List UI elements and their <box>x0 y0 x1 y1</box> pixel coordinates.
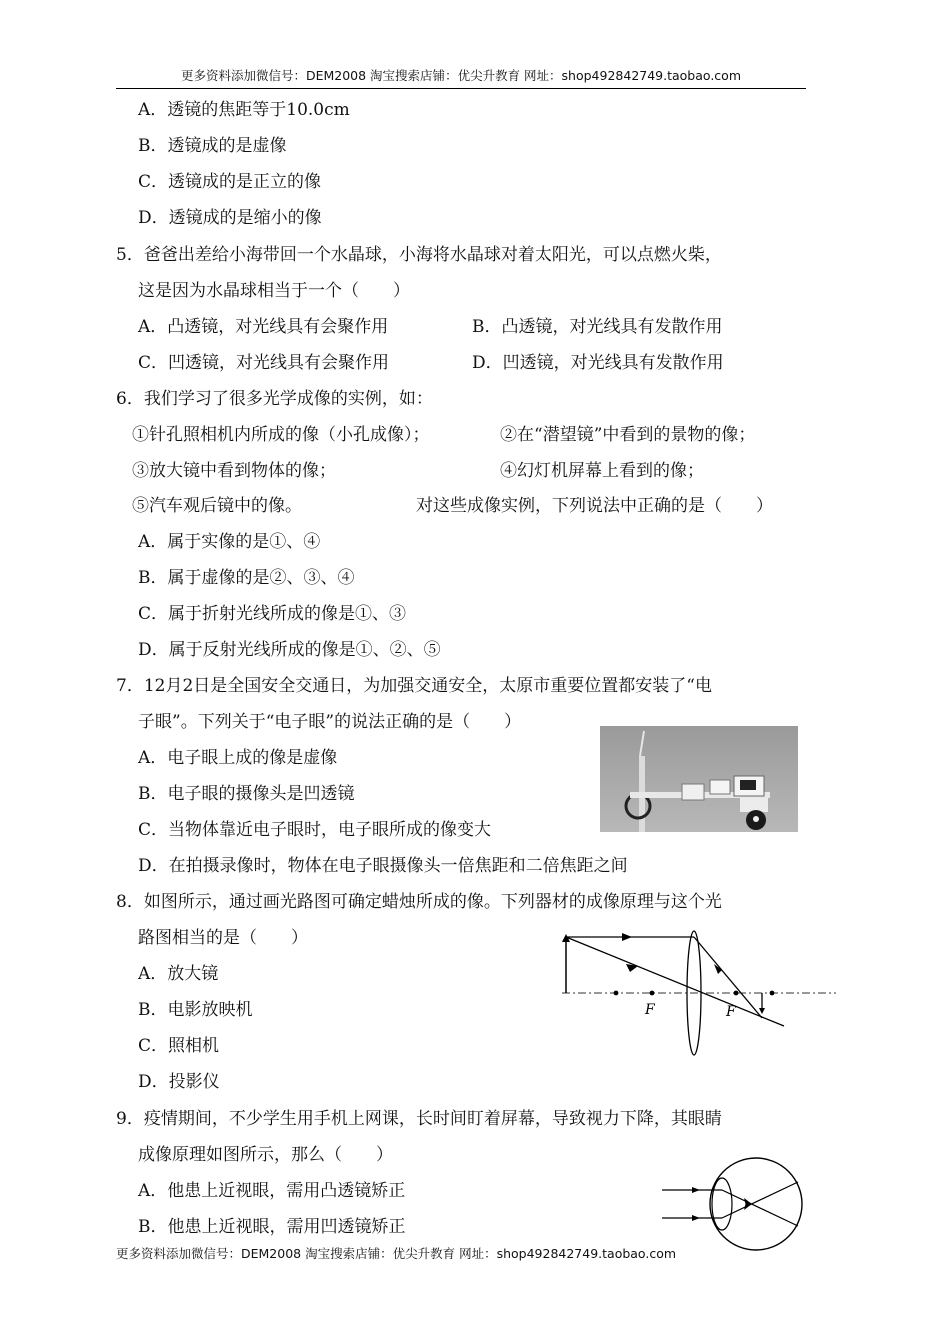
q6-stem-line2: 对这些成像实例，下列说法中正确的是（ ） <box>416 496 773 516</box>
q5-option-d: D．凹透镜，对光线具有发散作用 <box>472 353 724 373</box>
q4-option-c: C．透镜成的是正立的像 <box>138 172 322 192</box>
q7-option-d: D．在拍摄录像时，物体在电子眼摄像头一倍焦距和二倍焦距之间 <box>138 856 628 876</box>
q6-item-5: ⑤汽车观后镜中的像。 <box>132 496 302 516</box>
q6-option-b: B．属于虚像的是②、③、④ <box>138 568 355 588</box>
q7-option-b: B．电子眼的摄像头是凹透镜 <box>138 784 355 804</box>
myopia-eye-diagram <box>660 1156 810 1252</box>
q5-option-c: C．凹透镜，对光线具有会聚作用 <box>138 353 390 373</box>
q7-option-c: C．当物体靠近电子眼时，电子眼所成的像变大 <box>138 820 492 840</box>
lens-ray-diagram <box>556 924 840 1060</box>
q7-stem-line1: 7．12月2日是全国安全交通日，为加强交通安全，太原市重要位置都安装了“电 <box>116 676 712 696</box>
q5-stem-line1: 5．爸爸出差给小海带回一个水晶球，小海将水晶球对着太阳光，可以点燃火柴， <box>116 245 722 265</box>
q6-item-1: ①针孔照相机内所成的像（小孔成像）； <box>132 425 430 445</box>
q9-option-b: B．他患上近视眼，需用凹透镜矫正 <box>138 1217 406 1237</box>
q5-stem-line2: 这是因为水晶球相当于一个（ ） <box>138 281 410 301</box>
q9-stem-line2: 成像原理如图所示，那么（ ） <box>138 1145 393 1165</box>
q8-option-b: B．电影放映机 <box>138 1000 253 1020</box>
focus-label-right: F <box>726 1004 736 1020</box>
q6-item-4: ④幻灯机屏幕上看到的像； <box>500 461 704 481</box>
q4-option-d: D．透镜成的是缩小的像 <box>138 208 322 228</box>
q6-option-c: C．属于折射光线所成的像是①、③ <box>138 604 407 624</box>
q4-option-b: B．透镜成的是虚像 <box>138 136 287 156</box>
q5-option-a: A．凸透镜，对光线具有会聚作用 <box>138 317 389 337</box>
q9-stem-line1: 9．疫情期间，不少学生用手机上网课，长时间盯着屏幕，导致视力下降，其眼睛 <box>116 1109 722 1129</box>
q6-stem-line1: 6．我们学习了很多光学成像的实例，如： <box>116 389 433 409</box>
q8-stem-line2: 路图相当的是（ ） <box>138 928 308 948</box>
q8-option-a: A．放大镜 <box>138 964 219 984</box>
q7-option-a: A．电子眼上成的像是虚像 <box>138 748 338 768</box>
q6-option-d: D．属于反射光线所成的像是①、②、⑤ <box>138 640 441 660</box>
q9-option-a: A．他患上近视眼，需用凸透镜矫正 <box>138 1181 406 1201</box>
q6-option-a: A．属于实像的是①、④ <box>138 532 321 552</box>
focus-label-left: F <box>645 1002 655 1018</box>
page-footer: 更多资料添加微信号：DEM2008 淘宝搜索店铺：优尖升教育 网址：shop492842749.taobao.com <box>116 1246 677 1261</box>
q8-stem-line1: 8．如图所示，通过画光路图可确定蜡烛所成的像。下列器材的成像原理与这个光 <box>116 892 722 912</box>
q7-stem-line2: 子眼”。下列关于“电子眼”的说法正确的是（ ） <box>138 712 522 732</box>
q6-item-2: ②在“潜望镜”中看到的景物的像； <box>500 425 756 445</box>
q8-option-d: D．投影仪 <box>138 1072 220 1092</box>
q4-option-a: A．透镜的焦距等于10.0cm <box>138 100 350 120</box>
q8-option-c: C．照相机 <box>138 1036 220 1056</box>
q5-option-b: B．凸透镜，对光线具有发散作用 <box>472 317 723 337</box>
page-header: 更多资料添加微信号：DEM2008 淘宝搜索店铺：优尖升教育 网址：shop492842749.taobao.com <box>116 66 806 89</box>
electronic-eye-photo <box>600 726 798 832</box>
q6-item-3: ③放大镜中看到物体的像； <box>132 461 336 481</box>
